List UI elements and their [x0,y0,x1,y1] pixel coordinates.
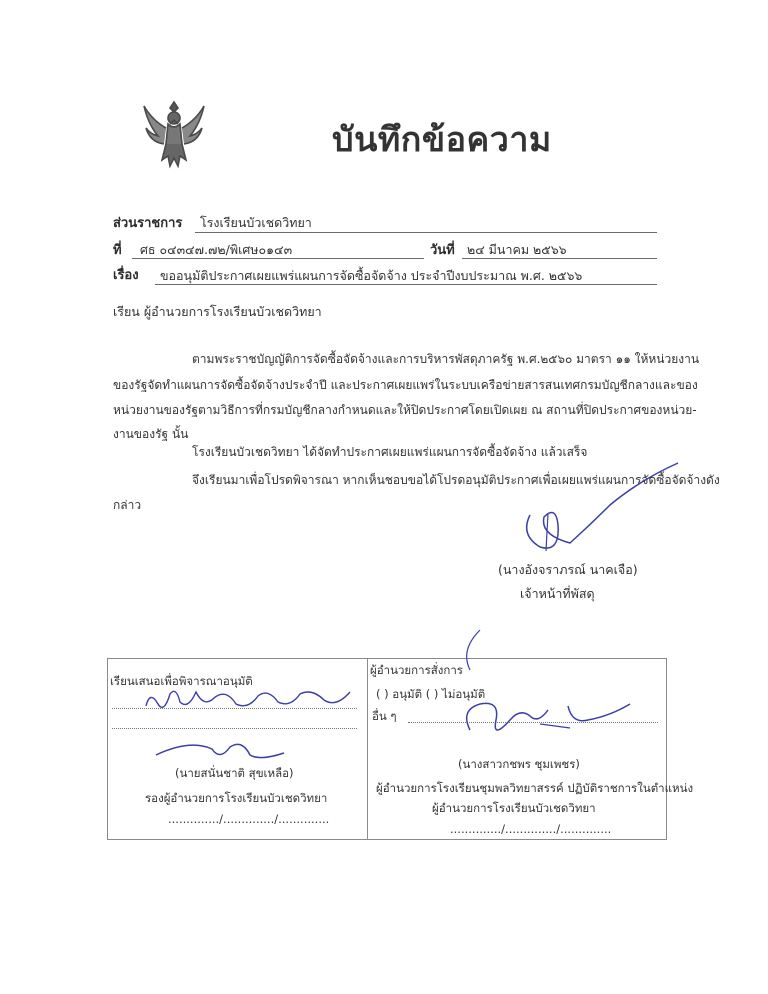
salutation: เรียน ผู้อำนวยการโรงเรียนบัวเชดวิทยา [113,304,322,319]
deputy-position: รองผู้อำนวยการโรงเรียนบัวเชดวิทยา [145,791,328,805]
subject-label: เรื่อง [113,268,139,283]
department-underline [195,232,657,233]
deputy-name: (นายสนั่นชาติ สุขเหลือ) [175,766,294,780]
approval-box-divider [367,658,368,839]
left-box-comment-handwriting [140,680,360,720]
body-paragraph-1-line-4: งานของรัฐ นั้น [113,427,189,441]
officer-signature [500,455,680,565]
director-name: (นางสาวกชพร ชุมเพชร) [458,757,580,771]
date-value: ๒๔ มีนาคม ๒๕๖๖ [467,242,567,257]
director-date-blank: ............../............../.............. [450,822,612,836]
date-underline [462,258,657,259]
ref-underline [132,258,424,259]
director-position-line-1: ผู้อำนวยการโรงเรียนชุมพลวิทยาสรรค์ ปฏิบัติราชการในตำแหน่ง [376,781,694,795]
document-title: บันทึกข้อความ [332,120,552,160]
subject-value: ขออนุมัติประกาศเผยแพร่แผนการจัดซื้อจัดจ้าง ประจำปีงบประมาณ พ.ศ. ๒๕๖๖ [160,268,583,283]
body-paragraph-1-line-2: ของรัฐจัดทำแผนการจัดซื้อจัดจ้างประจำปี และประกาศเผยแพร่ในระบบเครือข่ายสารสนเทศกรมบัญชีกลางและของ [113,378,698,392]
body-paragraph-2: โรงเรียนบัวเชดวิทยา ได้จัดทำประกาศเผยแพร่แผนการจัดซื้อจัดจ้าง แล้วเสร็จ [192,445,588,459]
deputy-signature [150,735,290,769]
left-box-dotline-2 [112,728,357,729]
officer-position: เจ้าหน้าที่พัสดุ [520,586,595,601]
right-box-heading: ผู้อำนวยการสั่งการ [370,663,463,677]
body-paragraph-1-line-3: หน่วยงานของรัฐตามวิธีการที่กรมบัญชีกลางกำหนดและให้ปิดประกาศโดยเปิดเผย ณ สถานที่ปิดประกาศของหน่วย- [113,403,697,417]
department-value: โรงเรียนบัวเชดวิทยา [200,215,312,230]
department-label: ส่วนราชการ [113,216,183,231]
left-box-heading: เรียนเสนอเพื่อพิจารณาอนุมัติ [110,674,253,688]
body-paragraph-1-line-1: ตามพระราชบัญญัติการจัดซื้อจัดจ้างและการบริหารพัสดุภาครัฐ พ.ศ.๒๕๖๐ มาตรา ๑๑ ให้หน่วยงาน [192,352,700,366]
date-label: วันที่ [430,243,455,258]
body-paragraph-3-line-2: กล่าว [113,498,142,512]
body-paragraph-3-line-1: จึงเรียนมาเพื่อโปรดพิจารณา หากเห็นชอบขอได้โปรดอนุมัติประกาศเพื่อเผยแพร่แผนการจัดซื้อจัดจ้างดัง [192,473,720,487]
ref-label: ที่ [113,243,122,258]
officer-name: (นางอังจราภรณ์ นาคเจือ) [498,562,638,577]
deputy-date-blank: ............../............../.............. [168,812,330,826]
approval-options: ( ) อนุมัติ ( ) ไม่อนุมัติ [376,687,486,701]
subject-underline [155,284,657,285]
director-signature [440,620,640,760]
ref-value: ศธ ๐๔๓๔๗.๗๒/พิเศษ๐๑๔๓ [140,242,293,257]
approval-other-label: อื่น ๆ [372,709,397,723]
garuda-emblem-icon [140,98,208,170]
director-position-line-2: ผู้อำนวยการโรงเรียนบัวเชดวิทยา [432,801,596,815]
